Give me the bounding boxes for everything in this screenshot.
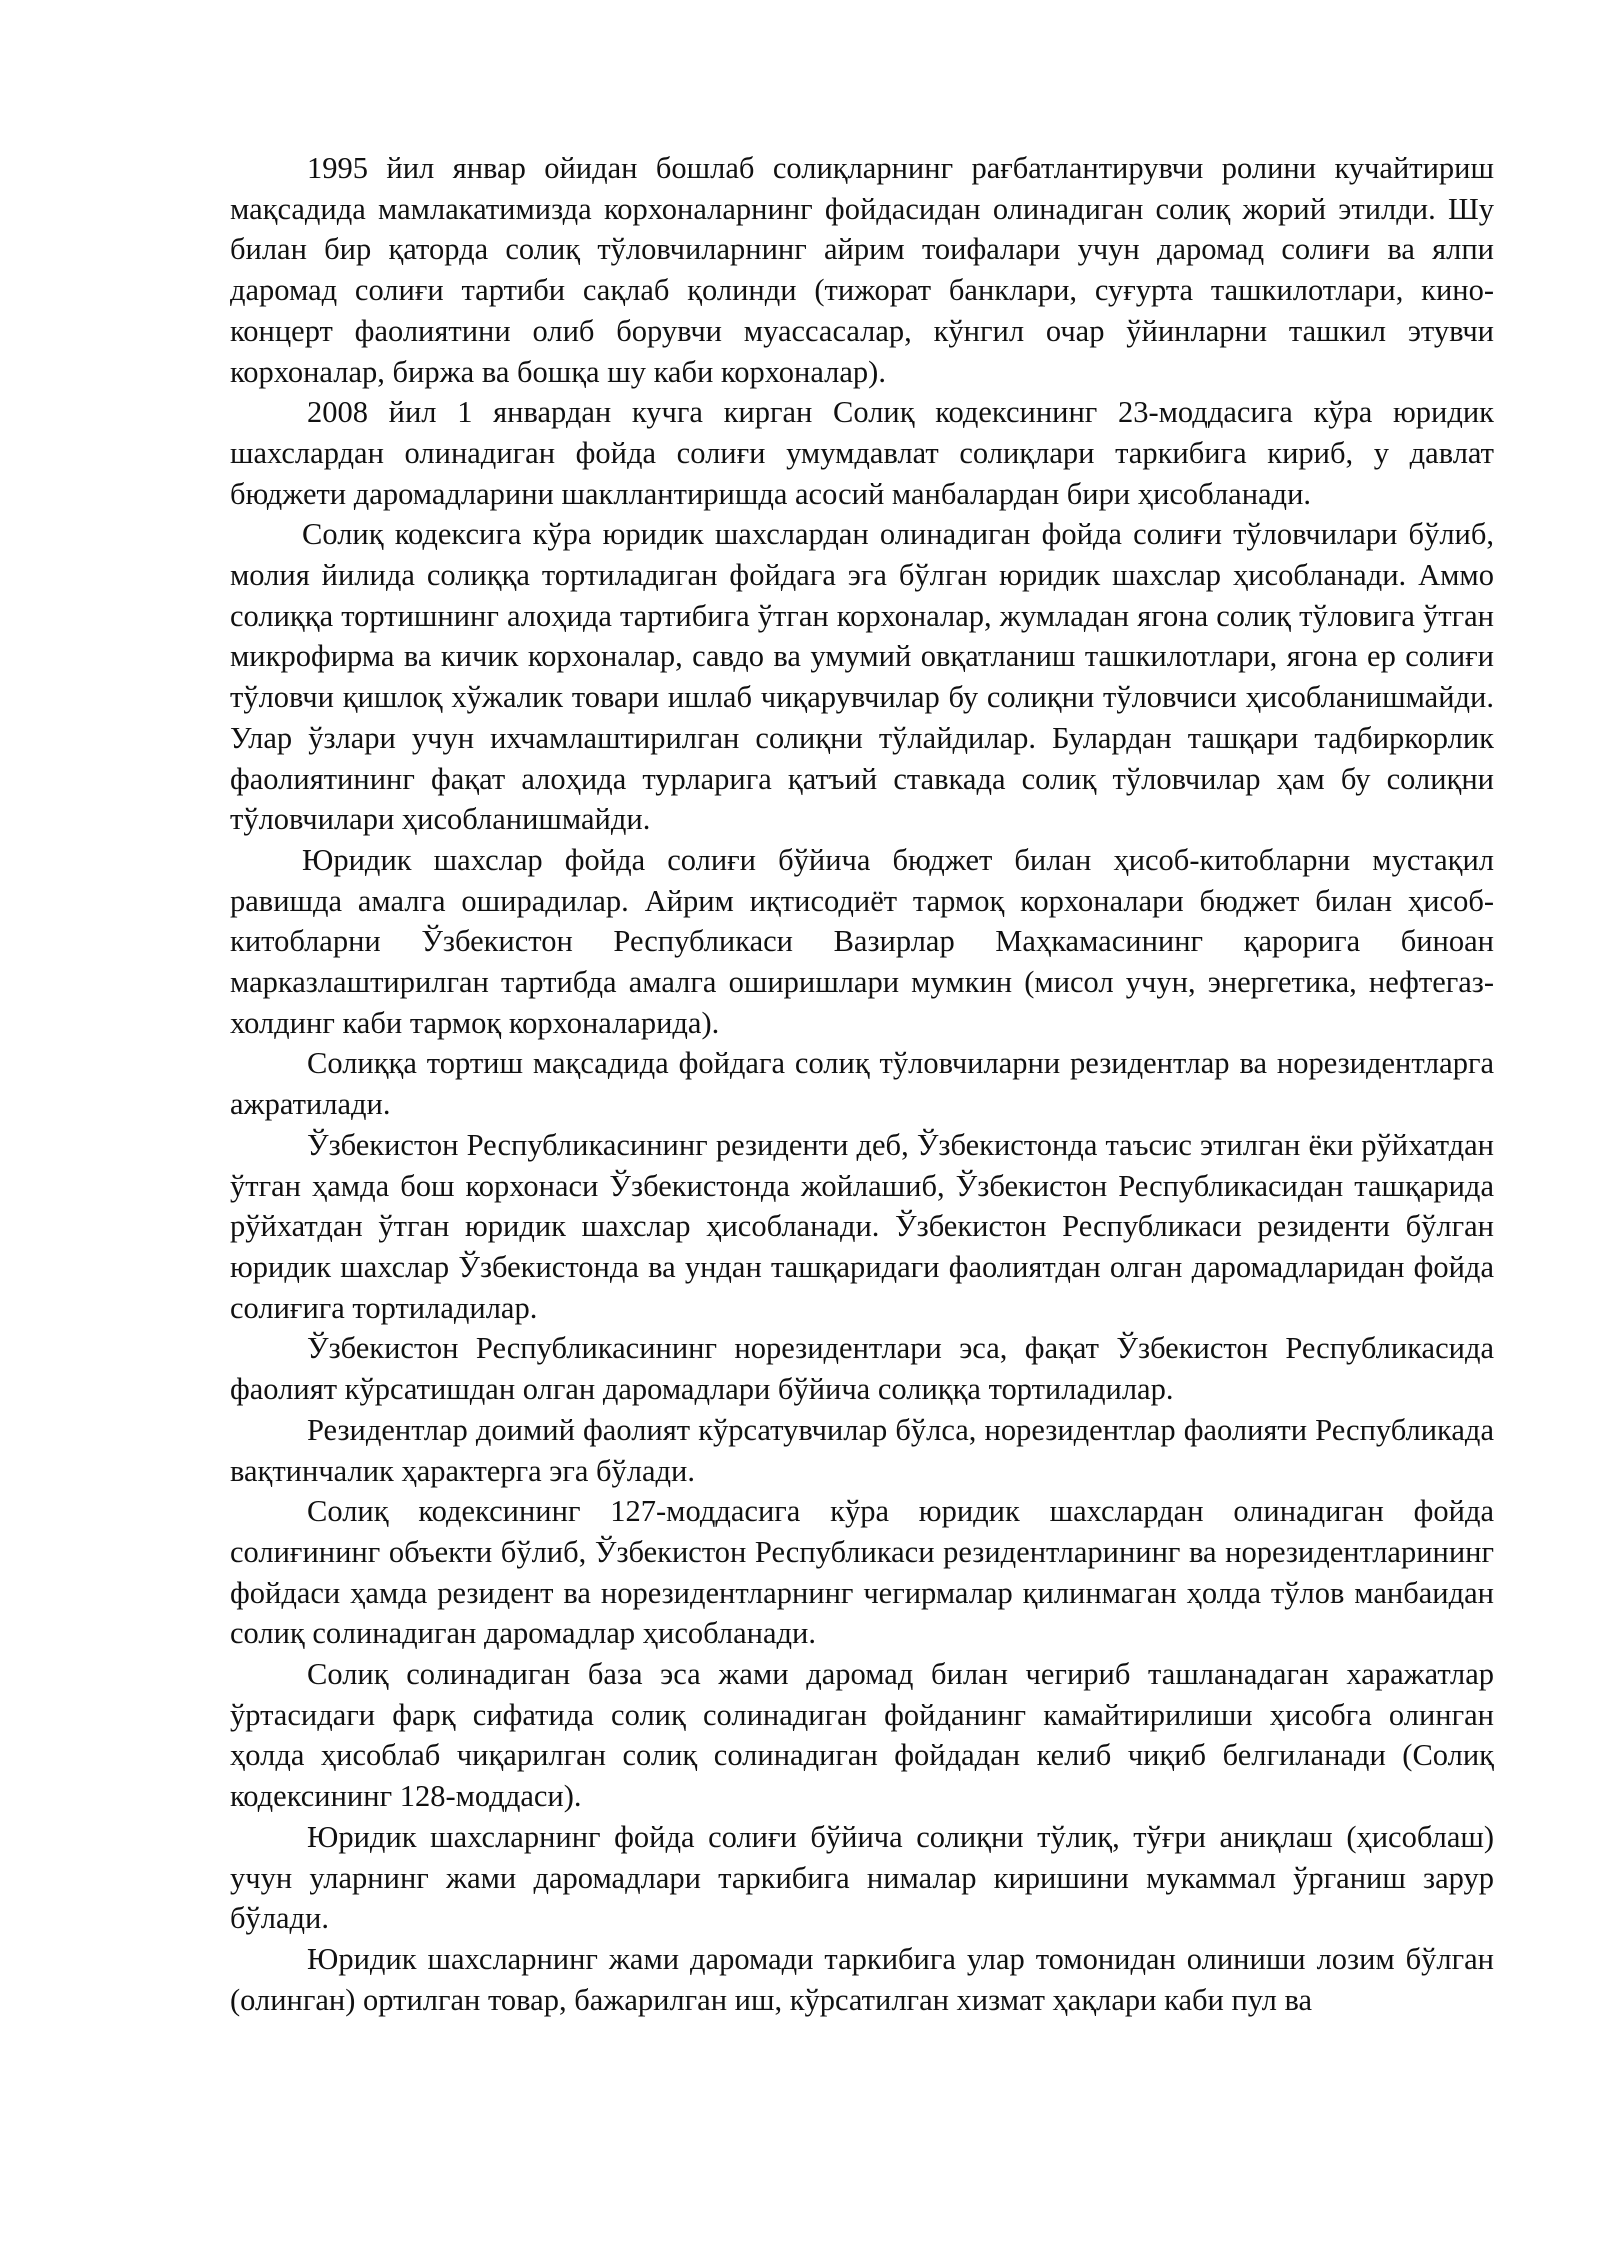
paragraph-7: Ўзбекистон Республикасининг норезидентлари эса, фақат Ўзбекистон Республикасида фаолият кўрсатишдан олган даромадлари бўйича солиққа тортиладилар. bbox=[230, 1331, 1494, 1407]
paragraph-9: Солиқ кодексининг 127-моддасига кўра юридик шахслардан олинадиган фойда солиғининг объекти бўлиб, Ўзбекистон Республикаси резидентларининг ва норезидентларининг фойдаси ҳамда резидент ва норезидентларнинг чегирмалар қилинмаган ҳолда тўлов манбаидан солиқ солинадиган даромадлар ҳисобланади. bbox=[230, 1494, 1494, 1651]
paragraph-8: Резидентлар доимий фаолият кўрсатувчилар бўлса, норезидентлар фаолияти Республикада вақтинчалик ҳарактерга эга бўлади. bbox=[230, 1412, 1494, 1488]
paragraph-4: Юридик шахслар фойда солиғи бўйича бюджет билан ҳисоб-китобларни мустақил равишда амалга оширадилар. Айрим иқтисодиёт тармоқ корхоналари бюджет билан ҳисоб-китобларни Ўзбекистон Республикаси Вазирлар Маҳкамасининг қарорига биноан марказлаштирилган тартибда амалга оширишлари мумкин (мисол учун, энергетика, нефтегаз-холдинг каби тармоқ корхоналарида). bbox=[230, 842, 1494, 1040]
paragraph-2: 2008 йил 1 январдан кучга кирган Солиқ кодексининг 23-моддасига кўра юридик шахслардан олинадиган фойда солиғи умумдавлат солиқлари таркибига кириб, у давлат бюджети даромадларини шакллантиришда асосий манбалардан бири ҳисобланади. bbox=[230, 395, 1494, 511]
paragraph-6: Ўзбекистон Республикасининг резиденти деб, Ўзбекистонда таъсис этилган ёки рўйхатдан ўтган ҳамда бош корхонаси Ўзбекистонда жойлашиб, Ўзбекистон Республикасидан ташқарида рўйхатдан ўтган юридик шахслар ҳисобланади. Ўзбекистон Республикаси резиденти бўлган юридик шахслар Ўзбекистонда ва ундан ташқаридаги фаолиятдан олган даромадларидан фойда солиғига тортиладилар. bbox=[230, 1127, 1494, 1325]
paragraph-12: Юридик шахсларнинг жами даромади таркибига улар томонидан олиниши лозим бўлган (олинган) ортилган товар, бажарилган иш, кўрсатилган хизмат ҳақлари каби пул ва bbox=[230, 1941, 1494, 2017]
paragraph-5: Солиққа тортиш мақсадида фойдага солиқ тўловчиларни резидентлар ва норезидентларга ажратилади. bbox=[230, 1046, 1494, 1122]
paragraph-10: Солиқ солинадиган база эса жами даромад билан чегириб ташланадаган харажатлар ўртасидаги фарқ сифатида солиқ солинадиган фойданинг камайтирилиши ҳисобга олинган ҳолда ҳисоблаб чиқарилган солиқ солинадиган фойдадан келиб чиқиб белгиланади (Солиқ кодексининг 128-моддаси). bbox=[230, 1657, 1494, 1814]
paragraph-11: Юридик шахсларнинг фойда солиғи бўйича солиқни тўлиқ, тўғри аниқлаш (ҳисоблаш) учун уларнинг жами даромадлари таркибига нималар киришини мукаммал ўрганиш зарур бўлади. bbox=[230, 1819, 1494, 1936]
paragraph-3: Солиқ кодексига кўра юридик шахслардан олинадиган фойда солиғи тўловчилари бўлиб, молия йилида солиққа тортиладиган фойдага эга бўлган юридик шахслар ҳисобланади. Аммо солиққа тортишнинг алоҳида тартибига ўтган корхоналар, жумладан ягона солиқ тўловига ўтган микрофирма ва кичик корхоналар, савдо ва умумий овқатланиш ташкилотлари, ягона ер солиғи тўловчи қишлоқ хўжалик товари ишлаб чиқарувчилар бу солиқни тўловчиси ҳисобланишмайди. Улар ўзлари учун ихчамлаштирилган солиқни тўлайдилар. Булардан ташқари тадбиркорлик фаолиятининг фақат алоҳида турларига қатъий ставкада солиқ тўловчилар ҳам бу солиқни тўловчилари ҳисобланишмайди. bbox=[230, 517, 1494, 837]
document-page bbox=[230, 148, 1494, 2020]
paragraph-1: 1995 йил январ ойидан бошлаб солиқларнинг рағбатлантирувчи ролини кучайтириш мақсадида мамлакатимизда корхоналарнинг фойдасидан олинадиган солиқ жорий этилди. Шу билан бир қаторда солиқ тўловчиларнинг айрим тоифалари учун даромад солиғи ва ялпи даромад солиғи тартиби сақлаб қолинди (тижорат банклари, суғурта ташкилотлари, кино-концерт фаолиятини олиб борувчи муассасалар, кўнгил очар ўйинларни ташкил этувчи корхоналар, биржа ва бошқа шу каби корхоналар). bbox=[230, 151, 1494, 389]
